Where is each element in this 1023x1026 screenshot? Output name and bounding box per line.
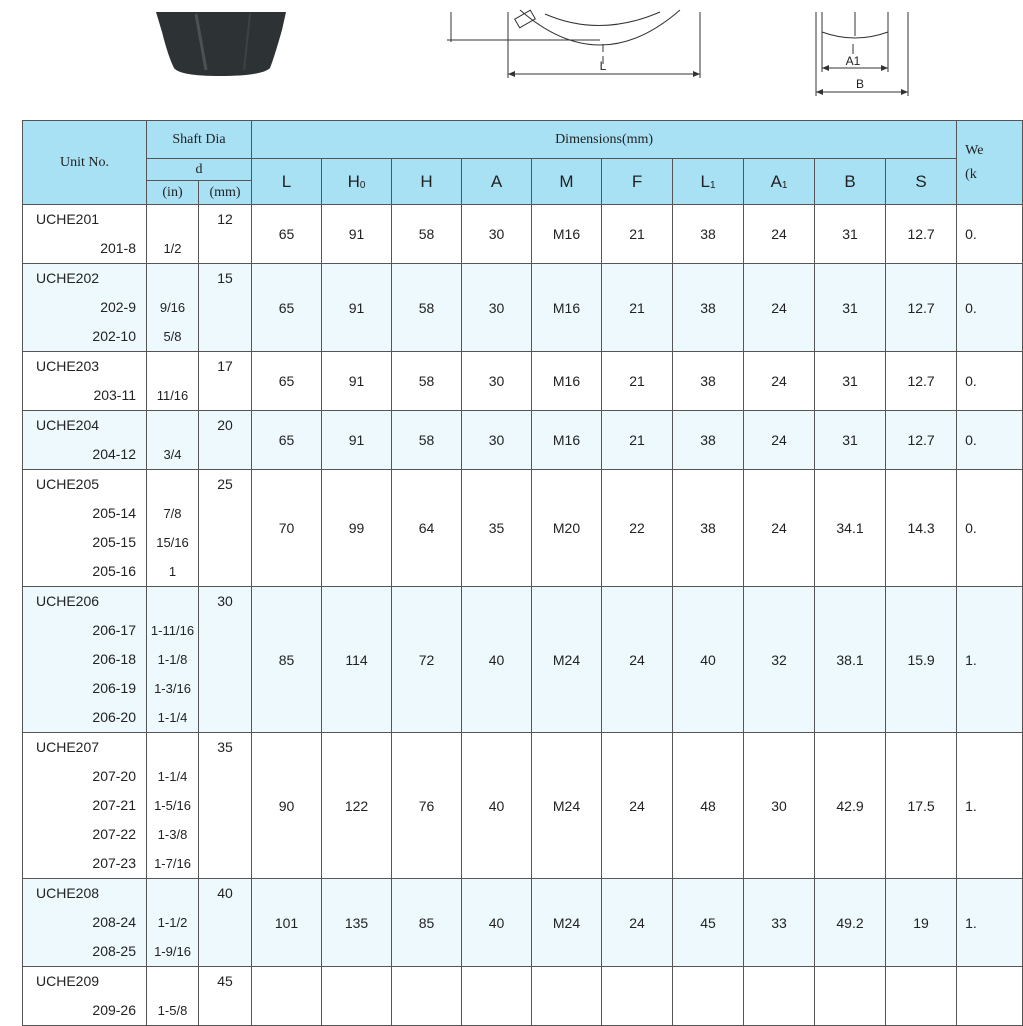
dimension-value: M24 [532, 733, 602, 879]
sub-unit-no: 208-24 [92, 914, 136, 930]
dimension-value: 90 [252, 733, 322, 879]
table-row [23, 733, 1023, 879]
dimension-value: 58 [392, 264, 462, 352]
dimension-value: 65 [252, 264, 322, 352]
shaft-dia-mm-cell [199, 879, 252, 967]
shaft-dia-in: 15/16 [156, 535, 189, 550]
unit-no-cell [23, 470, 147, 587]
shaft-dia-mm: 40 [217, 885, 233, 901]
sub-unit-no: 206-18 [92, 651, 136, 667]
dimension-value: M16 [532, 205, 602, 264]
dimension-value: M16 [532, 264, 602, 352]
dimension-label-l: L [599, 59, 607, 73]
dimension-value: 31 [815, 411, 886, 470]
dimension-value: 42.9 [815, 733, 886, 879]
dimension-value: 33 [744, 879, 815, 967]
dimension-value: 38.1 [815, 587, 886, 733]
shaft-dia-mm-cell [199, 470, 252, 587]
header-col: M [532, 159, 602, 205]
header-col: F [602, 159, 673, 205]
dimension-value: 19 [886, 879, 957, 967]
dimension-value: 30 [462, 264, 532, 352]
sub-unit-no: 208-25 [92, 943, 136, 959]
shaft-dia-in: 1-1/4 [157, 710, 188, 725]
header-unit-no: Unit No. [23, 121, 147, 205]
dimension-value [673, 967, 744, 1026]
dimension-value: 38 [673, 470, 744, 587]
sub-unit-no: 207-20 [92, 768, 136, 784]
housing-photo [156, 12, 286, 76]
dimension-value: 65 [252, 411, 322, 470]
dimension-value: 40 [462, 879, 532, 967]
dimension-value: 12.7 [886, 264, 957, 352]
weight-value: 0. [957, 352, 1023, 411]
shaft-dia-in: 1-5/16 [154, 798, 191, 813]
dimension-value: M24 [532, 587, 602, 733]
dimension-value: 30 [462, 411, 532, 470]
shaft-dia-mm-cell [199, 967, 252, 1026]
shaft-dia-mm-cell [199, 264, 252, 352]
dimension-value [815, 967, 886, 1026]
product-illustration-strip [0, 0, 1001, 110]
weight-value: 0. [957, 470, 1023, 587]
dimension-value: 99 [322, 470, 392, 587]
unit-no: UCHE204 [36, 417, 100, 433]
dimensions-table [22, 120, 1023, 1026]
dimension-value: 122 [322, 733, 392, 879]
unit-no-cell [23, 879, 147, 967]
dimension-value: 91 [322, 352, 392, 411]
sub-unit-no: 204-12 [92, 446, 136, 462]
dimension-value: 38 [673, 264, 744, 352]
shaft-dia-in: 1-1/2 [157, 915, 188, 930]
sub-unit-no: 203-11 [93, 387, 136, 403]
dimension-value: 14.3 [886, 470, 957, 587]
sub-unit-no: 207-22 [92, 826, 136, 842]
unit-no-cell [23, 967, 147, 1026]
dimension-value: 24 [744, 352, 815, 411]
dimension-value: 70 [252, 470, 322, 587]
unit-no: UCHE207 [36, 739, 100, 755]
unit-no-cell [23, 352, 147, 411]
header-col: S [886, 159, 957, 205]
dimension-value: 30 [462, 205, 532, 264]
sub-unit-no: 205-14 [92, 505, 136, 521]
shaft-dia-mm: 30 [217, 593, 233, 609]
unit-no-cell [23, 205, 147, 264]
dimension-value: 24 [602, 733, 673, 879]
dimension-value: 114 [322, 587, 392, 733]
dimension-value: 24 [744, 205, 815, 264]
front-view-drawing [447, 10, 700, 78]
dimension-value: 24 [744, 470, 815, 587]
weight-value: 0. [957, 264, 1023, 352]
dimensions-table-container [22, 120, 1001, 1018]
header-col: B [815, 159, 886, 205]
dimension-value [532, 967, 602, 1026]
header-col: A [462, 159, 532, 205]
shaft-dia-mm-cell [199, 352, 252, 411]
header-dimensions: Dimensions(mm) [252, 121, 957, 159]
dimension-value: 38 [673, 411, 744, 470]
shaft-dia-mm: 45 [217, 973, 233, 989]
dimension-value: 24 [602, 879, 673, 967]
dimension-value: M16 [532, 352, 602, 411]
table-row [23, 879, 1023, 967]
dimension-value: 12.7 [886, 352, 957, 411]
table-row [23, 205, 1023, 264]
dimension-value: 17.5 [886, 733, 957, 879]
shaft-dia-in-cell [147, 879, 199, 967]
dimension-value: 91 [322, 205, 392, 264]
shaft-dia-in: 1-1/8 [157, 652, 188, 667]
unit-no-cell [23, 264, 147, 352]
table-row [23, 967, 1023, 1026]
unit-no-cell [23, 733, 147, 879]
table-row [23, 352, 1023, 411]
shaft-dia-in-cell [147, 733, 199, 879]
dimension-value: 58 [392, 411, 462, 470]
unit-no: UCHE205 [36, 476, 100, 492]
header-col: $A_1$ [744, 159, 815, 205]
dimension-value: 135 [322, 879, 392, 967]
sub-unit-no: 207-23 [92, 855, 136, 871]
dimension-value: 91 [322, 264, 392, 352]
dimension-label-a1: A1 [845, 54, 861, 68]
shaft-dia-in: 5/8 [163, 329, 182, 344]
weight-value: 0. [957, 411, 1023, 470]
shaft-dia-mm: 17 [217, 358, 233, 374]
dimension-value: 58 [392, 352, 462, 411]
dimension-value [744, 967, 815, 1026]
dimension-value: 32 [744, 587, 815, 733]
weight-value: 1. [957, 587, 1023, 733]
header-in: (in) [147, 181, 199, 205]
dimension-value: 21 [602, 352, 673, 411]
dimension-value: M16 [532, 411, 602, 470]
weight-value: 1. [957, 733, 1023, 879]
shaft-dia-in-cell [147, 352, 199, 411]
dimension-value: 40 [462, 587, 532, 733]
dimension-value: 65 [252, 352, 322, 411]
shaft-dia-in: 11/16 [156, 388, 189, 403]
dimension-value: 72 [392, 587, 462, 733]
shaft-dia-in: 1 [168, 564, 177, 579]
dimension-value: 85 [252, 587, 322, 733]
dimension-value: 34.1 [815, 470, 886, 587]
header-weight-line2: (k [965, 167, 977, 182]
shaft-dia-mm-cell [199, 587, 252, 733]
sub-unit-no: 201-8 [100, 240, 136, 256]
unit-no: UCHE201 [36, 211, 100, 227]
dimension-value: 30 [462, 352, 532, 411]
table-row [23, 411, 1023, 470]
dimension-value: 12.7 [886, 411, 957, 470]
unit-no: UCHE209 [36, 973, 100, 989]
dimension-value: 15.9 [886, 587, 957, 733]
shaft-dia-in-cell [147, 587, 199, 733]
shaft-dia-in: 7/8 [163, 506, 182, 521]
dimension-value: 101 [252, 879, 322, 967]
dimension-value: 38 [673, 352, 744, 411]
dimension-label-b: B [855, 77, 865, 91]
shaft-dia-in: 1-3/16 [154, 681, 191, 696]
dimension-value: 40 [462, 733, 532, 879]
dimension-value: 40 [673, 587, 744, 733]
shaft-dia-in: 1-3/8 [157, 827, 188, 842]
shaft-dia-mm: 12 [217, 211, 233, 227]
dimension-value: 21 [602, 411, 673, 470]
dimension-value: 85 [392, 879, 462, 967]
shaft-dia-in: 1-1/4 [157, 769, 188, 784]
dimension-value: 65 [252, 205, 322, 264]
table-body [23, 205, 1023, 1026]
dimension-value: 24 [602, 587, 673, 733]
shaft-dia-mm: 20 [217, 417, 233, 433]
header-d: d [147, 159, 252, 181]
dimension-value: 31 [815, 205, 886, 264]
shaft-dia-mm-cell [199, 205, 252, 264]
dimension-value [392, 967, 462, 1026]
shaft-dia-mm: 35 [217, 739, 233, 755]
sub-unit-no: 206-19 [92, 680, 136, 696]
header-shaft-dia: Shaft Dia [147, 121, 252, 159]
dimension-value: 58 [392, 205, 462, 264]
dimension-value: 38 [673, 205, 744, 264]
shaft-dia-mm: 25 [217, 476, 233, 492]
shaft-dia-in: 1-7/16 [154, 856, 191, 871]
table-row [23, 470, 1023, 587]
sub-unit-no: 202-9 [100, 299, 136, 315]
unit-no: UCHE208 [36, 885, 100, 901]
header-mm: (mm) [199, 181, 252, 205]
dimension-value: 76 [392, 733, 462, 879]
dimension-value [602, 967, 673, 1026]
dimension-value: 91 [322, 411, 392, 470]
table-row [23, 264, 1023, 352]
header-col: $H_0$ [322, 159, 392, 205]
weight-value: 0. [957, 205, 1023, 264]
dimension-value: 24 [744, 264, 815, 352]
shaft-dia-in-cell [147, 205, 199, 264]
shaft-dia-in: 1-9/16 [154, 944, 191, 959]
dimension-value: 30 [744, 733, 815, 879]
dimension-value: 12.7 [886, 205, 957, 264]
dimension-value: 21 [602, 264, 673, 352]
unit-no: UCHE206 [36, 593, 100, 609]
dimension-value: 31 [815, 352, 886, 411]
dimension-value: 49.2 [815, 879, 886, 967]
shaft-dia-in: 1/2 [163, 241, 182, 256]
dimension-value [322, 967, 392, 1026]
header-weight-line1: We [965, 143, 984, 158]
sub-unit-no: 206-20 [92, 709, 136, 725]
table-row [23, 587, 1023, 733]
unit-no-cell [23, 587, 147, 733]
dimension-value: M20 [532, 470, 602, 587]
dimension-value: 21 [602, 205, 673, 264]
shaft-dia-mm-cell [199, 411, 252, 470]
dimension-value [462, 967, 532, 1026]
shaft-dia-in-cell [147, 967, 199, 1026]
sub-unit-no: 206-17 [92, 622, 136, 638]
sub-unit-no: 209-26 [92, 1002, 136, 1018]
dimension-value: 45 [673, 879, 744, 967]
sub-unit-no: 202-10 [92, 328, 136, 344]
sub-unit-no: 205-16 [92, 563, 136, 579]
dimension-value [252, 967, 322, 1026]
dimension-value: M24 [532, 879, 602, 967]
shaft-dia-mm: 15 [217, 270, 233, 286]
weight-value [957, 967, 1023, 1026]
dimension-value: 22 [602, 470, 673, 587]
technical-drawing [0, 0, 1001, 110]
header-weight [957, 121, 1023, 205]
header-col: H [392, 159, 462, 205]
dimension-value [886, 967, 957, 1026]
unit-no-cell [23, 411, 147, 470]
shaft-dia-mm-cell [199, 733, 252, 879]
header-col: L [252, 159, 322, 205]
header-col: $L_1$ [673, 159, 744, 205]
shaft-dia-in: 3/4 [163, 447, 182, 462]
shaft-dia-in-cell [147, 411, 199, 470]
dimension-value: 31 [815, 264, 886, 352]
unit-no: UCHE203 [36, 358, 100, 374]
shaft-dia-in: 9/16 [159, 300, 186, 315]
dimension-value: 48 [673, 733, 744, 879]
shaft-dia-in-cell [147, 470, 199, 587]
shaft-dia-in-cell [147, 264, 199, 352]
shaft-dia-in: 1-5/8 [157, 1003, 188, 1018]
weight-value: 1. [957, 879, 1023, 967]
unit-no: UCHE202 [36, 270, 100, 286]
dimension-value: 24 [744, 411, 815, 470]
sub-unit-no: 207-21 [92, 797, 136, 813]
dimension-value: 64 [392, 470, 462, 587]
shaft-dia-in: 1-11/16 [150, 623, 195, 638]
dimension-value: 35 [462, 470, 532, 587]
sub-unit-no: 205-15 [92, 534, 136, 550]
